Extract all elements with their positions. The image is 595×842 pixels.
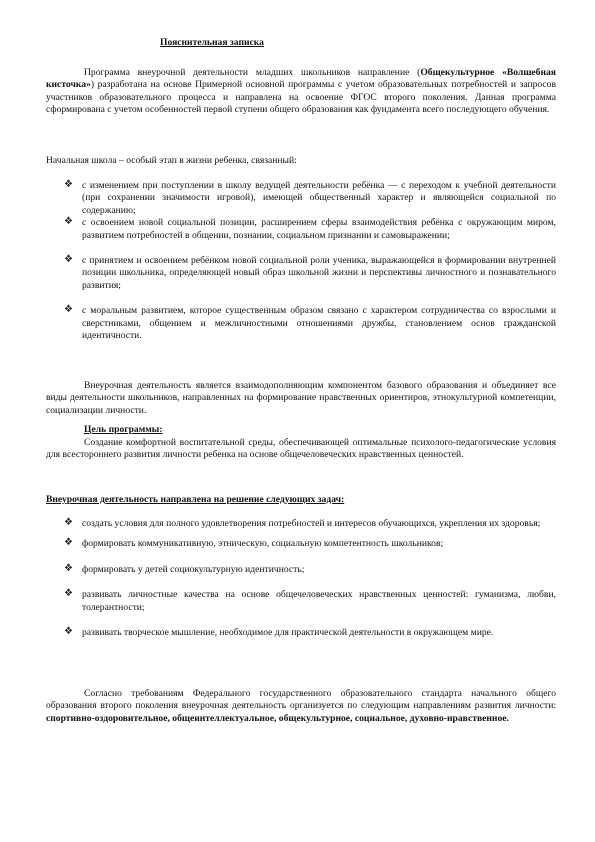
diamond-bullet-icon: ❖ (64, 537, 73, 549)
stage-bullet-list (46, 180, 556, 342)
diamond-bullet-icon: ❖ (64, 626, 73, 638)
diamond-bullet-icon: ❖ (64, 254, 73, 266)
intro-text-before: Программа внеурочной деятельности младших школьников направление ( (84, 67, 421, 78)
diamond-bullet-icon: ❖ (64, 179, 73, 190)
program-name: Общекультурное «Волшебная кисточка» (46, 67, 556, 91)
tasks-bullet-list (46, 518, 556, 639)
list-item: ❖ формировать коммуникативную, этническую, социальную компетентность школьников; (64, 537, 444, 550)
list-item: ❖ развивать творческое мышление, необходимое для практической деятельности в окружающем мире. (64, 626, 494, 639)
diamond-bullet-icon: ❖ (64, 562, 73, 574)
diamond-bullet-icon: ❖ (64, 588, 73, 600)
standards-paragraph (46, 688, 556, 725)
list-item: ❖ с изменением при поступлении в школу ведущей деятельности ребёнка — с переходом к учебной деятельности (при сохранении значимости игровой), имеющей общественный характер и являющейся социальной по содержанию; (64, 179, 556, 216)
school-stage-paragraph: Начальная школа – особый этап в жизни ребенка, связанный: (46, 155, 297, 166)
diamond-bullet-icon: ❖ (64, 216, 73, 228)
extracurricular-paragraph: Внеурочная деятельность является взаимодополняющим компонентом базового образования и объединяет все виды деятельности школьников, направленных на формирование нравственных ориентиров, этнокультурной компетенции, социализации личности. (46, 380, 556, 416)
list-item: ❖ формировать у детей социокультурную идентичность; (64, 562, 305, 575)
list-item: ❖ развивать личностные качества на основе общечеловеческих нравственных ценностей: гуманизма, любви, толерантности; (64, 588, 556, 613)
list-item: ❖ с моральным развитием, которое существенным образом связано с характером сотрудничества со взрослыми и сверстниками, общением и межличностными отношениями дружбы, становлением основ гражданской идентичности. (64, 304, 556, 342)
list-item: ❖ с принятием и освоением ребёнком новой социальной роли ученика, выражающейся в формировании внутренней позиции школьника, определяющей новый образ школьной жизни и перспективы личностного и познавательного развития; (64, 254, 556, 291)
goal-heading: Цель программы: (84, 424, 163, 435)
intro-text-after: ) разработана на основе Примерной основной программы с учетом образовательных потребностей и запросов участников образовательного процесса и направлена на освоение ФГОС второго поколения. Данная программа сформирована с учетом особенностей первой ступени общего образования как фундамента всего последующего обучения. (46, 79, 556, 116)
directions-list: спортивно-оздоровительное, общеинтеллектуальное, общекультурное, социальное, духовно-нравственное. (46, 712, 509, 724)
intro-paragraph (46, 67, 556, 117)
list-item: ❖ с освоением новой социальной позиции, расширением сферы взаимодействия ребёнка с окружающим миром, развитием потребностей в общении, познании, социальном признании и самовыражении; (64, 216, 556, 241)
standards-text: Согласно требованиям Федерального государственного образовательного стандарта начального общего образования второго поколения внеурочная деятельность организуется по следующим направлениям развития личности: (46, 688, 556, 712)
document-title: Пояснительная записка (160, 37, 264, 48)
list-item: ❖ создать условия для полного удовлетворения потребностей и интересов обучающихся, укрепления их здоровья; (64, 517, 541, 529)
tasks-heading: Внеурочная деятельность направлена на решение следующих задач: (46, 494, 345, 505)
diamond-bullet-icon: ❖ (64, 304, 73, 316)
goal-text: Создание комфортной воспитательной среды, обеспечивающей оптимальные психолого-педагогические условия для всестороннего развития личности ребенка на основе общечеловеческих нравственных ценностей. (46, 437, 556, 461)
diamond-bullet-icon: ❖ (64, 517, 73, 528)
